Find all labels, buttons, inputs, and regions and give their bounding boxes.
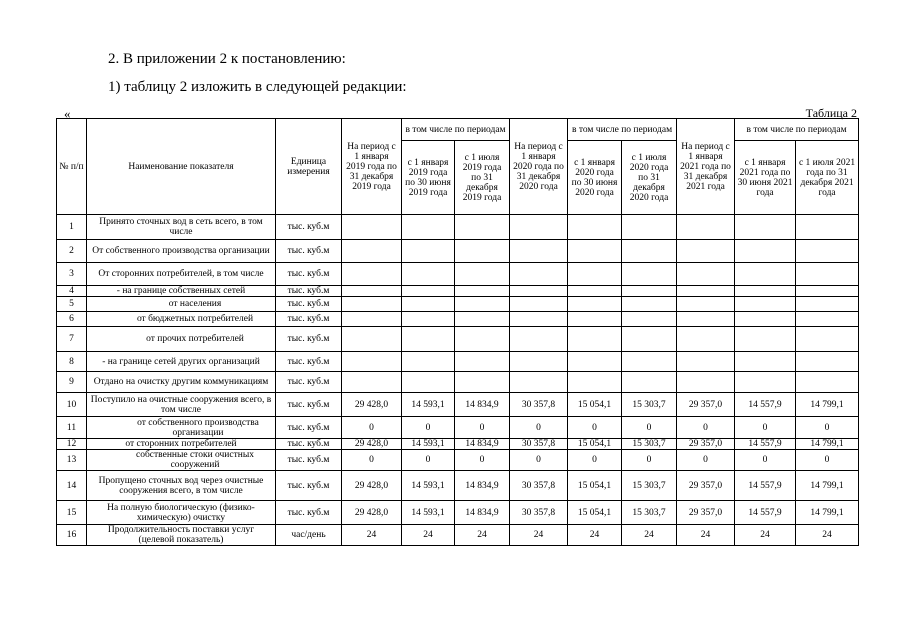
row-value-cell-v5: 15 054,1 (568, 501, 622, 525)
row-value-cell-v9 (796, 312, 859, 327)
table-row (57, 525, 859, 546)
row-value-cell-v1 (342, 372, 402, 393)
row-num-cell: 11 (57, 417, 87, 439)
row-value-cell-v1 (342, 352, 402, 372)
table-row (57, 263, 859, 286)
row-value-cell-v2: 14 593,1 (402, 501, 455, 525)
row-name-cell: Принято сточных вод в сеть всего, в том числе (87, 215, 276, 240)
row-value-cell-v8: 14 557,9 (735, 439, 796, 450)
row-value-cell-v5 (568, 297, 622, 312)
row-name-cell: - на границе сетей других организаций (87, 352, 276, 372)
row-value-cell-v1 (342, 240, 402, 263)
row-value-cell-v7: 29 357,0 (677, 393, 735, 417)
row-value-cell-v1 (342, 215, 402, 240)
row-value-cell-v1: 29 428,0 (342, 501, 402, 525)
row-value-cell-v3 (455, 327, 510, 352)
row-value-cell-v9: 0 (796, 417, 859, 439)
row-value-cell-v3: 14 834,9 (455, 439, 510, 450)
row-name-cell: Поступило на очистные сооружения всего, в том числе (87, 393, 276, 417)
table-row (57, 471, 859, 501)
row-value-cell-v9 (796, 297, 859, 312)
row-value-cell-v5: 0 (568, 417, 622, 439)
row-name-cell: от бюджетных потребителей (87, 312, 276, 327)
row-unit-cell: тыс. куб.м (276, 297, 342, 312)
table-row (57, 240, 859, 263)
row-value-cell-v9 (796, 372, 859, 393)
row-value-cell-v8: 14 557,9 (735, 393, 796, 417)
row-num-cell: 16 (57, 525, 87, 546)
row-value-cell-v5 (568, 327, 622, 352)
row-value-cell-v6 (622, 215, 677, 240)
row-value-cell-v1: 29 428,0 (342, 471, 402, 501)
row-value-cell-v5 (568, 312, 622, 327)
row-name-cell: от сторонних потребителей (87, 439, 276, 450)
row-unit-cell: тыс. куб.м (276, 393, 342, 417)
row-unit-cell: тыс. куб.м (276, 501, 342, 525)
row-value-cell-v9 (796, 352, 859, 372)
row-num-cell: 1 (57, 215, 87, 240)
row-value-cell-v4: 0 (510, 450, 568, 471)
row-value-cell-v2 (402, 312, 455, 327)
row-value-cell-v3 (455, 240, 510, 263)
row-value-cell-v9: 14 799,1 (796, 393, 859, 417)
row-value-cell-v1: 29 428,0 (342, 439, 402, 450)
row-value-cell-v6 (622, 263, 677, 286)
row-value-cell-v3 (455, 312, 510, 327)
row-name-cell: от прочих потребителей (87, 327, 276, 352)
row-value-cell-v8 (735, 327, 796, 352)
row-value-cell-v6 (622, 286, 677, 297)
table-row (57, 417, 859, 439)
row-value-cell-v1 (342, 297, 402, 312)
row-value-cell-v6: 0 (622, 417, 677, 439)
table-row (57, 215, 859, 240)
row-unit-cell: тыс. куб.м (276, 471, 342, 501)
row-value-cell-v3 (455, 286, 510, 297)
row-value-cell-v6 (622, 327, 677, 352)
header-period-2020: На период с 1 января 2020 года по 31 декабря 2020 года (510, 119, 568, 215)
table-row (57, 372, 859, 393)
row-value-cell-v4 (510, 263, 568, 286)
row-value-cell-v1: 29 428,0 (342, 393, 402, 417)
row-value-cell-v7: 0 (677, 417, 735, 439)
row-value-cell-v7: 0 (677, 450, 735, 471)
header-period-2019: На период с 1 января 2019 года по 31 декабря 2019 года (342, 119, 402, 215)
row-value-cell-v8 (735, 263, 796, 286)
row-value-cell-v6 (622, 240, 677, 263)
row-value-cell-v2: 14 593,1 (402, 393, 455, 417)
row-value-cell-v3: 0 (455, 450, 510, 471)
table-body (57, 215, 859, 546)
row-value-cell-v7: 24 (677, 525, 735, 546)
row-value-cell-v3: 14 834,9 (455, 393, 510, 417)
row-num-cell: 8 (57, 352, 87, 372)
row-value-cell-v7: 29 357,0 (677, 471, 735, 501)
row-value-cell-v2 (402, 263, 455, 286)
row-value-cell-v4 (510, 312, 568, 327)
row-name-cell: Продолжительность поставки услуг (целевой показатель) (87, 525, 276, 546)
row-value-cell-v7 (677, 372, 735, 393)
row-value-cell-v3 (455, 352, 510, 372)
row-value-cell-v6: 0 (622, 450, 677, 471)
row-value-cell-v3 (455, 263, 510, 286)
indicators-table (56, 118, 859, 546)
row-value-cell-v9: 14 799,1 (796, 501, 859, 525)
row-value-cell-v4 (510, 327, 568, 352)
row-unit-cell: тыс. куб.м (276, 417, 342, 439)
row-unit-cell: тыс. куб.м (276, 215, 342, 240)
row-value-cell-v3: 0 (455, 417, 510, 439)
header-num: № п/п (57, 119, 87, 215)
row-num-cell: 6 (57, 312, 87, 327)
header-period-2021: На период с 1 января 2021 года по 31 декабря 2021 года (677, 119, 735, 215)
row-value-cell-v9: 0 (796, 450, 859, 471)
row-value-cell-v2: 0 (402, 417, 455, 439)
row-value-cell-v8 (735, 352, 796, 372)
row-value-cell-v5 (568, 372, 622, 393)
table-row (57, 312, 859, 327)
row-num-cell: 13 (57, 450, 87, 471)
header-h2-2021: с 1 июля 2021 года по 31 декабря 2021 года (796, 141, 859, 215)
row-value-cell-v5 (568, 352, 622, 372)
table-row (57, 439, 859, 450)
row-unit-cell: тыс. куб.м (276, 286, 342, 297)
row-unit-cell: тыс. куб.м (276, 327, 342, 352)
row-name-cell: от собственного производства организации (87, 417, 276, 439)
row-value-cell-v2 (402, 352, 455, 372)
row-value-cell-v9 (796, 240, 859, 263)
row-value-cell-v8: 14 557,9 (735, 501, 796, 525)
row-num-cell: 14 (57, 471, 87, 501)
row-value-cell-v6: 24 (622, 525, 677, 546)
row-value-cell-v2: 0 (402, 450, 455, 471)
header-incl-2019: в том числе по периодам (402, 119, 510, 141)
header-h2-2020: с 1 июля 2020 года по 31 декабря 2020 года (622, 141, 677, 215)
row-value-cell-v3: 14 834,9 (455, 501, 510, 525)
row-value-cell-v7 (677, 240, 735, 263)
open-quote: « (64, 106, 71, 121)
row-value-cell-v5: 24 (568, 525, 622, 546)
table-row (57, 286, 859, 297)
row-value-cell-v2: 14 593,1 (402, 471, 455, 501)
row-value-cell-v4: 30 357,8 (510, 393, 568, 417)
row-value-cell-v5: 15 054,1 (568, 471, 622, 501)
row-value-cell-v5 (568, 263, 622, 286)
row-value-cell-v3: 24 (455, 525, 510, 546)
header-h1-2020: с 1 января 2020 года по 30 июня 2020 года (568, 141, 622, 215)
row-value-cell-v9: 14 799,1 (796, 439, 859, 450)
row-value-cell-v6 (622, 297, 677, 312)
row-value-cell-v6 (622, 352, 677, 372)
row-value-cell-v8 (735, 240, 796, 263)
row-value-cell-v6 (622, 312, 677, 327)
row-value-cell-v9: 14 799,1 (796, 471, 859, 501)
row-value-cell-v2 (402, 297, 455, 312)
row-name-cell: от населения (87, 297, 276, 312)
row-name-cell: От собственного производства организации (87, 240, 276, 263)
table-row (57, 352, 859, 372)
row-num-cell: 2 (57, 240, 87, 263)
row-value-cell-v7 (677, 215, 735, 240)
row-value-cell-v4: 30 357,8 (510, 439, 568, 450)
row-unit-cell: тыс. куб.м (276, 450, 342, 471)
heading-line-1: 2. В приложении 2 к постановлению: (108, 51, 346, 67)
row-value-cell-v4 (510, 286, 568, 297)
header-incl-2021: в том числе по периодам (735, 119, 859, 141)
row-value-cell-v9: 24 (796, 525, 859, 546)
row-value-cell-v2 (402, 215, 455, 240)
row-name-cell: - на границе собственных сетей (87, 286, 276, 297)
row-num-cell: 12 (57, 439, 87, 450)
row-unit-cell: тыс. куб.м (276, 372, 342, 393)
row-unit-cell: тыс. куб.м (276, 439, 342, 450)
table-row (57, 297, 859, 312)
header-unit: Единица измерения (276, 119, 342, 215)
row-value-cell-v7 (677, 297, 735, 312)
row-value-cell-v3 (455, 297, 510, 312)
header-incl-2020: в том числе по периодам (568, 119, 677, 141)
row-unit-cell: тыс. куб.м (276, 312, 342, 327)
header-h1-2019: с 1 января 2019 года по 30 июня 2019 года (402, 141, 455, 215)
table-row (57, 393, 859, 417)
row-value-cell-v9 (796, 327, 859, 352)
row-value-cell-v4 (510, 297, 568, 312)
row-value-cell-v4: 0 (510, 417, 568, 439)
row-num-cell: 3 (57, 263, 87, 286)
row-value-cell-v2 (402, 372, 455, 393)
row-value-cell-v1 (342, 312, 402, 327)
row-value-cell-v5: 0 (568, 450, 622, 471)
row-value-cell-v8: 24 (735, 525, 796, 546)
row-value-cell-v2: 24 (402, 525, 455, 546)
row-value-cell-v8: 0 (735, 417, 796, 439)
row-value-cell-v6: 15 303,7 (622, 501, 677, 525)
row-name-cell: От сторонних потребителей, в том числе (87, 263, 276, 286)
row-value-cell-v6: 15 303,7 (622, 439, 677, 450)
row-value-cell-v8 (735, 312, 796, 327)
row-name-cell: Пропущено сточных вод через очистные сооружения всего, в том числе (87, 471, 276, 501)
row-name-cell: Отдано на очистку другим коммуникациям (87, 372, 276, 393)
row-num-cell: 5 (57, 297, 87, 312)
row-num-cell: 7 (57, 327, 87, 352)
row-value-cell-v4 (510, 372, 568, 393)
row-value-cell-v2 (402, 286, 455, 297)
row-value-cell-v6 (622, 372, 677, 393)
row-value-cell-v7: 29 357,0 (677, 439, 735, 450)
row-value-cell-v8 (735, 286, 796, 297)
row-value-cell-v7: 29 357,0 (677, 501, 735, 525)
row-value-cell-v1 (342, 286, 402, 297)
row-value-cell-v2 (402, 240, 455, 263)
row-value-cell-v1: 24 (342, 525, 402, 546)
row-value-cell-v3 (455, 215, 510, 240)
header-h1-2021: с 1 января 2021 года по 30 июня 2021 года (735, 141, 796, 215)
row-value-cell-v5 (568, 215, 622, 240)
row-value-cell-v1 (342, 263, 402, 286)
row-unit-cell: час/день (276, 525, 342, 546)
row-value-cell-v8: 0 (735, 450, 796, 471)
row-unit-cell: тыс. куб.м (276, 240, 342, 263)
table-row (57, 450, 859, 471)
row-value-cell-v8 (735, 215, 796, 240)
row-value-cell-v6: 15 303,7 (622, 471, 677, 501)
row-value-cell-v4 (510, 240, 568, 263)
row-unit-cell: тыс. куб.м (276, 352, 342, 372)
row-value-cell-v6: 15 303,7 (622, 393, 677, 417)
table-row (57, 501, 859, 525)
row-value-cell-v5 (568, 286, 622, 297)
row-value-cell-v9 (796, 286, 859, 297)
row-value-cell-v4 (510, 215, 568, 240)
row-value-cell-v8 (735, 297, 796, 312)
row-value-cell-v5 (568, 240, 622, 263)
row-value-cell-v7 (677, 263, 735, 286)
row-value-cell-v4: 30 357,8 (510, 471, 568, 501)
row-value-cell-v7 (677, 286, 735, 297)
row-value-cell-v4 (510, 352, 568, 372)
row-value-cell-v4: 24 (510, 525, 568, 546)
row-value-cell-v7 (677, 352, 735, 372)
heading-line-2: 1) таблицу 2 изложить в следующей редакции: (108, 79, 407, 95)
row-value-cell-v8: 14 557,9 (735, 471, 796, 501)
row-value-cell-v2: 14 593,1 (402, 439, 455, 450)
table-label: Таблица 2 (805, 106, 857, 120)
row-value-cell-v5: 15 054,1 (568, 393, 622, 417)
row-num-cell: 15 (57, 501, 87, 525)
row-value-cell-v5: 15 054,1 (568, 439, 622, 450)
row-unit-cell: тыс. куб.м (276, 263, 342, 286)
row-name-cell: На полную биологическую (физико-химическую) очистку (87, 501, 276, 525)
row-value-cell-v7 (677, 327, 735, 352)
row-value-cell-v2 (402, 327, 455, 352)
row-num-cell: 10 (57, 393, 87, 417)
row-value-cell-v3 (455, 372, 510, 393)
row-value-cell-v1: 0 (342, 417, 402, 439)
row-value-cell-v7 (677, 312, 735, 327)
row-num-cell: 9 (57, 372, 87, 393)
row-value-cell-v8 (735, 372, 796, 393)
row-num-cell: 4 (57, 286, 87, 297)
row-value-cell-v1: 0 (342, 450, 402, 471)
table-row (57, 327, 859, 352)
row-name-cell: собственные стоки очистных сооружений (87, 450, 276, 471)
row-value-cell-v9 (796, 215, 859, 240)
row-value-cell-v9 (796, 263, 859, 286)
row-value-cell-v3: 14 834,9 (455, 471, 510, 501)
row-value-cell-v4: 30 357,8 (510, 501, 568, 525)
header-name: Наименование показателя (87, 119, 276, 215)
header-h2-2019: с 1 июля 2019 года по 31 декабря 2019 года (455, 141, 510, 215)
row-value-cell-v1 (342, 327, 402, 352)
